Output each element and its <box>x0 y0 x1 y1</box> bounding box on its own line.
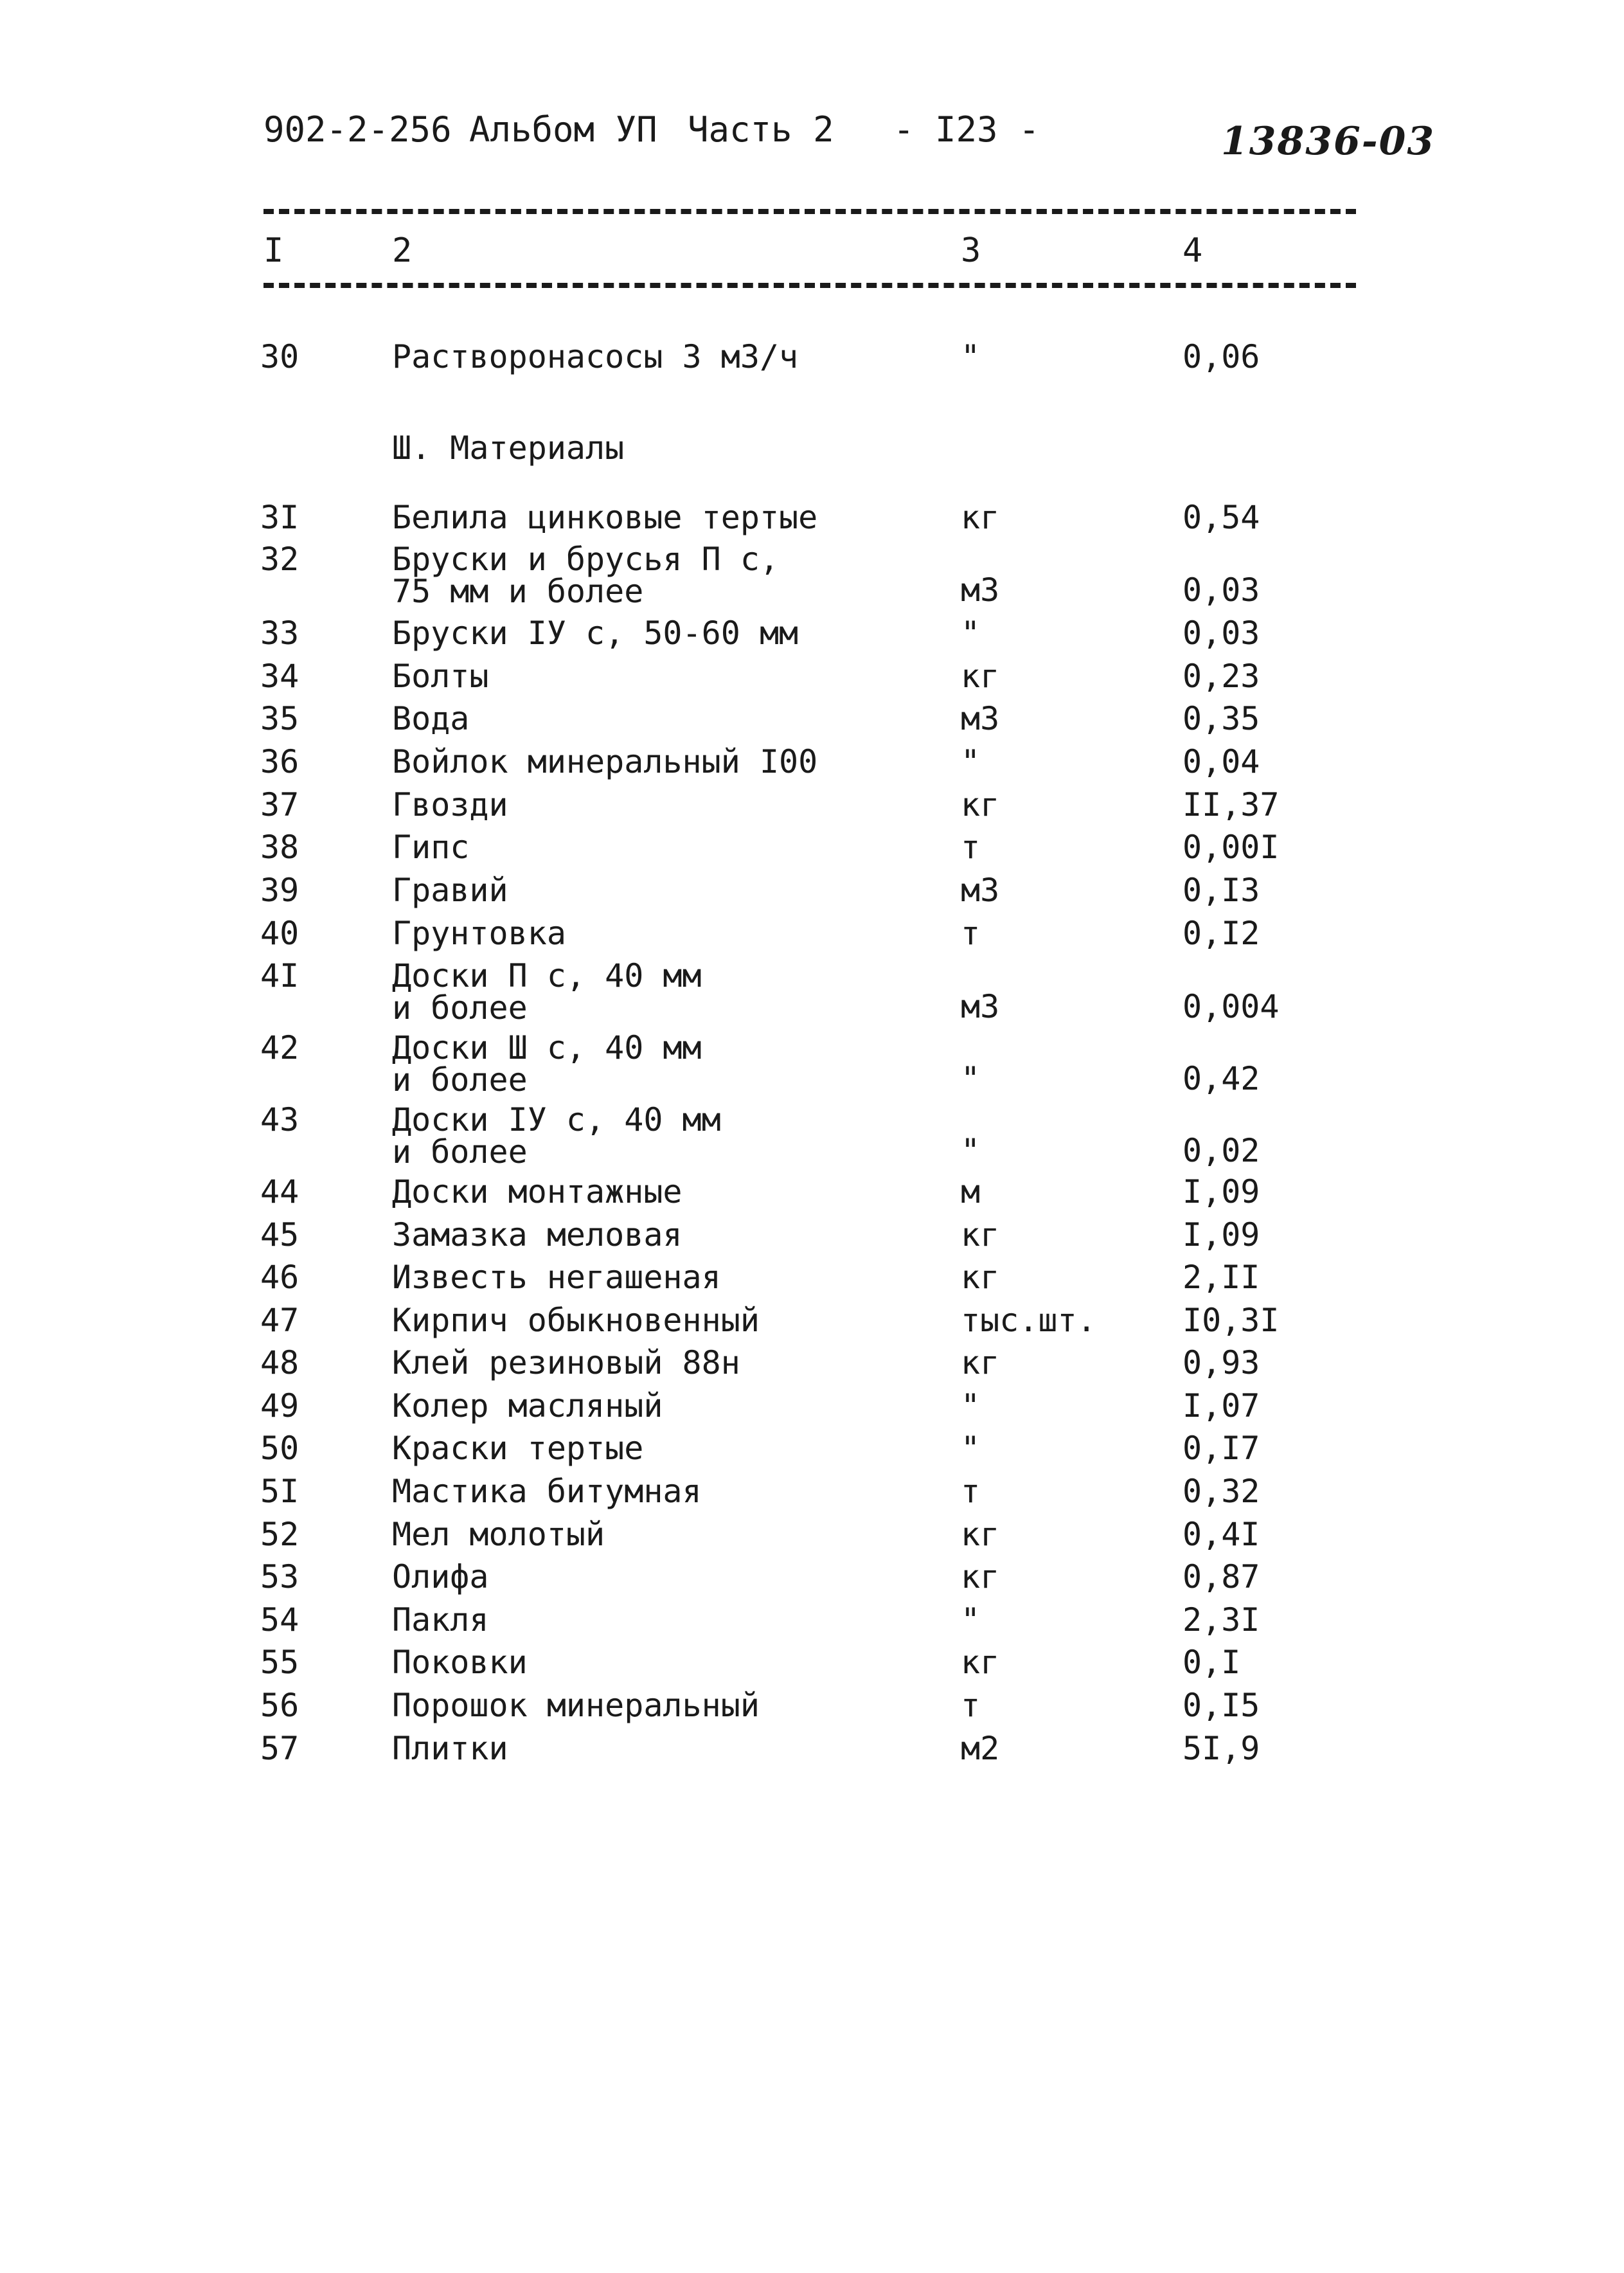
row-number: 37 <box>260 786 299 823</box>
material-name-line: Вода <box>392 700 470 737</box>
row-number: 50 <box>260 1430 299 1467</box>
material-name-line: и более <box>392 1061 528 1099</box>
material-name <box>392 541 780 610</box>
quantity: II,37 <box>1182 786 1280 823</box>
quantity: 0,87 <box>1182 1558 1260 1595</box>
unit-of-measure: " <box>961 338 981 375</box>
unit-of-measure: " <box>961 1387 981 1424</box>
material-name-line: Белила цинковые тертые <box>392 499 818 536</box>
row-number: 54 <box>260 1601 299 1639</box>
material-name <box>392 915 566 952</box>
quantity: I,07 <box>1182 1387 1260 1424</box>
unit-of-measure: м3 <box>961 700 1000 737</box>
quantity: 0,32 <box>1182 1473 1260 1510</box>
unit-of-measure: " <box>961 615 981 652</box>
unit-of-measure: кг <box>961 1516 1000 1553</box>
quantity: 2,II <box>1182 1259 1260 1296</box>
quantity: 2,3I <box>1182 1601 1260 1639</box>
unit-of-measure: " <box>961 1060 981 1097</box>
unit-of-measure: кг <box>961 658 1000 695</box>
row-number: 36 <box>260 743 299 780</box>
unit-of-measure: " <box>961 1132 981 1169</box>
row-number: 43 <box>260 1101 299 1138</box>
material-name-line: Колер масляный <box>392 1387 663 1424</box>
material-name <box>392 872 508 909</box>
row-number: 53 <box>260 1558 299 1595</box>
row-number: 49 <box>260 1387 299 1424</box>
quantity: 0,02 <box>1182 1132 1260 1169</box>
material-name <box>392 829 470 866</box>
quantity: 0,I2 <box>1182 915 1260 952</box>
row-number: 38 <box>260 829 299 866</box>
column-header-3: 3 <box>961 231 981 270</box>
row-number: 45 <box>260 1216 299 1253</box>
quantity: 0,03 <box>1182 615 1260 652</box>
unit-of-measure: кг <box>961 1644 1000 1681</box>
column-header-4: 4 <box>1182 231 1203 270</box>
page-number: - I23 - <box>893 109 1040 150</box>
row-number: 32 <box>260 541 299 578</box>
material-name-line: Гвозди <box>392 786 508 823</box>
album-label: Альбом УП <box>469 109 657 150</box>
material-name <box>392 1302 760 1339</box>
quantity: 0,35 <box>1182 700 1260 737</box>
material-name <box>392 1558 489 1595</box>
row-number: 33 <box>260 615 299 652</box>
quantity: 0,004 <box>1182 988 1280 1025</box>
material-name-line: Войлок минеральный I00 <box>392 743 818 780</box>
quantity: 0,93 <box>1182 1344 1260 1381</box>
row-number: 52 <box>260 1516 299 1553</box>
row-number: 55 <box>260 1644 299 1681</box>
material-name-line: Доски Ш с, 40 мм <box>392 1029 702 1066</box>
unit-of-measure: м3 <box>961 872 1000 909</box>
material-name <box>392 700 470 737</box>
quantity: 0,23 <box>1182 658 1260 695</box>
material-name <box>392 1173 683 1210</box>
material-name-line: Мел молотый <box>392 1516 605 1553</box>
material-name <box>392 1430 644 1467</box>
unit-of-measure: кг <box>961 1558 1000 1595</box>
quantity: 0,06 <box>1182 338 1260 375</box>
unit-of-measure: т <box>961 1687 981 1724</box>
material-name <box>392 957 702 1027</box>
material-name-line: Пакля <box>392 1601 489 1639</box>
row-number: 44 <box>260 1173 299 1210</box>
row-number: 4I <box>260 957 299 994</box>
unit-of-measure: м2 <box>961 1730 1000 1767</box>
row-number: 5I <box>260 1473 299 1510</box>
unit-of-measure: кг <box>961 1216 1000 1253</box>
unit-of-measure: т <box>961 829 981 866</box>
material-name-line: Бруски IУ с, 50-60 мм <box>392 615 799 652</box>
quantity: 0,I7 <box>1182 1430 1260 1467</box>
material-name-line: Известь негашеная <box>392 1259 721 1296</box>
material-name <box>392 1344 740 1381</box>
row-number: 57 <box>260 1730 299 1767</box>
material-name <box>392 1516 605 1553</box>
row-number: 35 <box>260 700 299 737</box>
row-number: 40 <box>260 915 299 952</box>
material-name-line: 75 мм и более <box>392 573 644 610</box>
quantity: 0,I <box>1182 1644 1241 1681</box>
material-name-line: и более <box>392 1133 528 1171</box>
unit-of-measure: кг <box>961 786 1000 823</box>
quantity: I,09 <box>1182 1173 1260 1210</box>
row-number: 30 <box>260 338 299 375</box>
quantity: 0,42 <box>1182 1060 1260 1097</box>
material-name <box>392 1216 683 1253</box>
unit-of-measure: кг <box>961 1259 1000 1296</box>
material-name-line: Болты <box>392 658 489 695</box>
row-number: 56 <box>260 1687 299 1724</box>
unit-of-measure: м3 <box>961 571 1000 609</box>
quantity: I0,3I <box>1182 1302 1280 1339</box>
material-name <box>392 786 508 823</box>
material-name-line: Доски П с, 40 мм <box>392 957 702 994</box>
material-name-line: Краски тертые <box>392 1430 644 1467</box>
material-name <box>392 1029 702 1099</box>
dashed-rule-top <box>263 209 1356 214</box>
material-name <box>392 615 799 652</box>
quantity: 0,I3 <box>1182 872 1260 909</box>
document-number: 13836-03 <box>1221 119 1436 164</box>
material-name-line: Олифа <box>392 1558 489 1595</box>
material-name-line: Плитки <box>392 1730 508 1767</box>
row-number: 42 <box>260 1029 299 1066</box>
material-name <box>392 1101 721 1171</box>
unit-of-measure: т <box>961 915 981 952</box>
material-name-line: Замазка меловая <box>392 1216 683 1253</box>
material-name <box>392 743 818 780</box>
unit-of-measure: м3 <box>961 988 1000 1025</box>
quantity: 0,I5 <box>1182 1687 1260 1724</box>
material-name <box>392 1387 663 1424</box>
material-name-line: Растворонасосы 3 м3/ч <box>392 338 799 375</box>
material-name-line: Гравий <box>392 872 508 909</box>
unit-of-measure: т <box>961 1473 981 1510</box>
quantity: 0,03 <box>1182 571 1260 609</box>
row-number: 39 <box>260 872 299 909</box>
row-number: 3I <box>260 499 299 536</box>
material-name-line: Доски IУ с, 40 мм <box>392 1101 721 1138</box>
material-name-line: Кирпич обыкновенный <box>392 1302 760 1339</box>
column-header-1: I <box>263 231 284 270</box>
section-title: Ш. Материалы <box>392 429 625 467</box>
quantity: 5I,9 <box>1182 1730 1260 1767</box>
unit-of-measure: тыс.шт. <box>961 1302 1096 1339</box>
project-code <box>263 109 452 150</box>
material-name <box>392 1644 528 1681</box>
material-name <box>392 1687 760 1724</box>
row-number: 46 <box>260 1259 299 1296</box>
material-name-line: Гипс <box>392 829 470 866</box>
row-number: 48 <box>260 1344 299 1381</box>
quantity: 0,54 <box>1182 499 1260 536</box>
unit-of-measure: м <box>961 1173 981 1210</box>
unit-of-measure: " <box>961 1430 981 1467</box>
unit-of-measure: " <box>961 743 981 780</box>
row-number: 47 <box>260 1302 299 1339</box>
material-name-line: Бруски и брусья П с, <box>392 541 780 578</box>
quantity: 0,00I <box>1182 829 1280 866</box>
material-name <box>392 1601 489 1639</box>
material-name <box>392 338 799 375</box>
quantity: 0,4I <box>1182 1516 1260 1553</box>
project-code-printed: 902-2- <box>263 109 389 150</box>
project-code-handwritten: 256 <box>389 109 452 150</box>
material-name-line: Мастика битумная <box>392 1473 702 1510</box>
material-name <box>392 1732 508 1765</box>
material-name-line: Порошок минеральный <box>392 1687 760 1724</box>
material-name-line: Клей резиновый 88н <box>392 1344 740 1381</box>
dashed-rule-bottom <box>263 283 1356 288</box>
unit-of-measure: кг <box>961 1344 1000 1381</box>
quantity: I,09 <box>1182 1216 1260 1253</box>
material-name <box>392 1473 702 1510</box>
row-number: 34 <box>260 658 299 695</box>
material-name-line: Грунтовка <box>392 915 566 952</box>
material-name <box>392 1259 721 1296</box>
material-name-line: Доски монтажные <box>392 1173 683 1210</box>
material-name <box>392 501 817 534</box>
material-name-line: и более <box>392 989 528 1027</box>
quantity: 0,04 <box>1182 743 1260 780</box>
material-name-line: Поковки <box>392 1644 528 1681</box>
unit-of-measure: " <box>961 1601 981 1639</box>
column-header-2: 2 <box>392 231 413 270</box>
unit-of-measure: кг <box>961 499 1000 536</box>
material-name <box>392 658 489 695</box>
part-label: Часть 2 <box>688 109 834 150</box>
